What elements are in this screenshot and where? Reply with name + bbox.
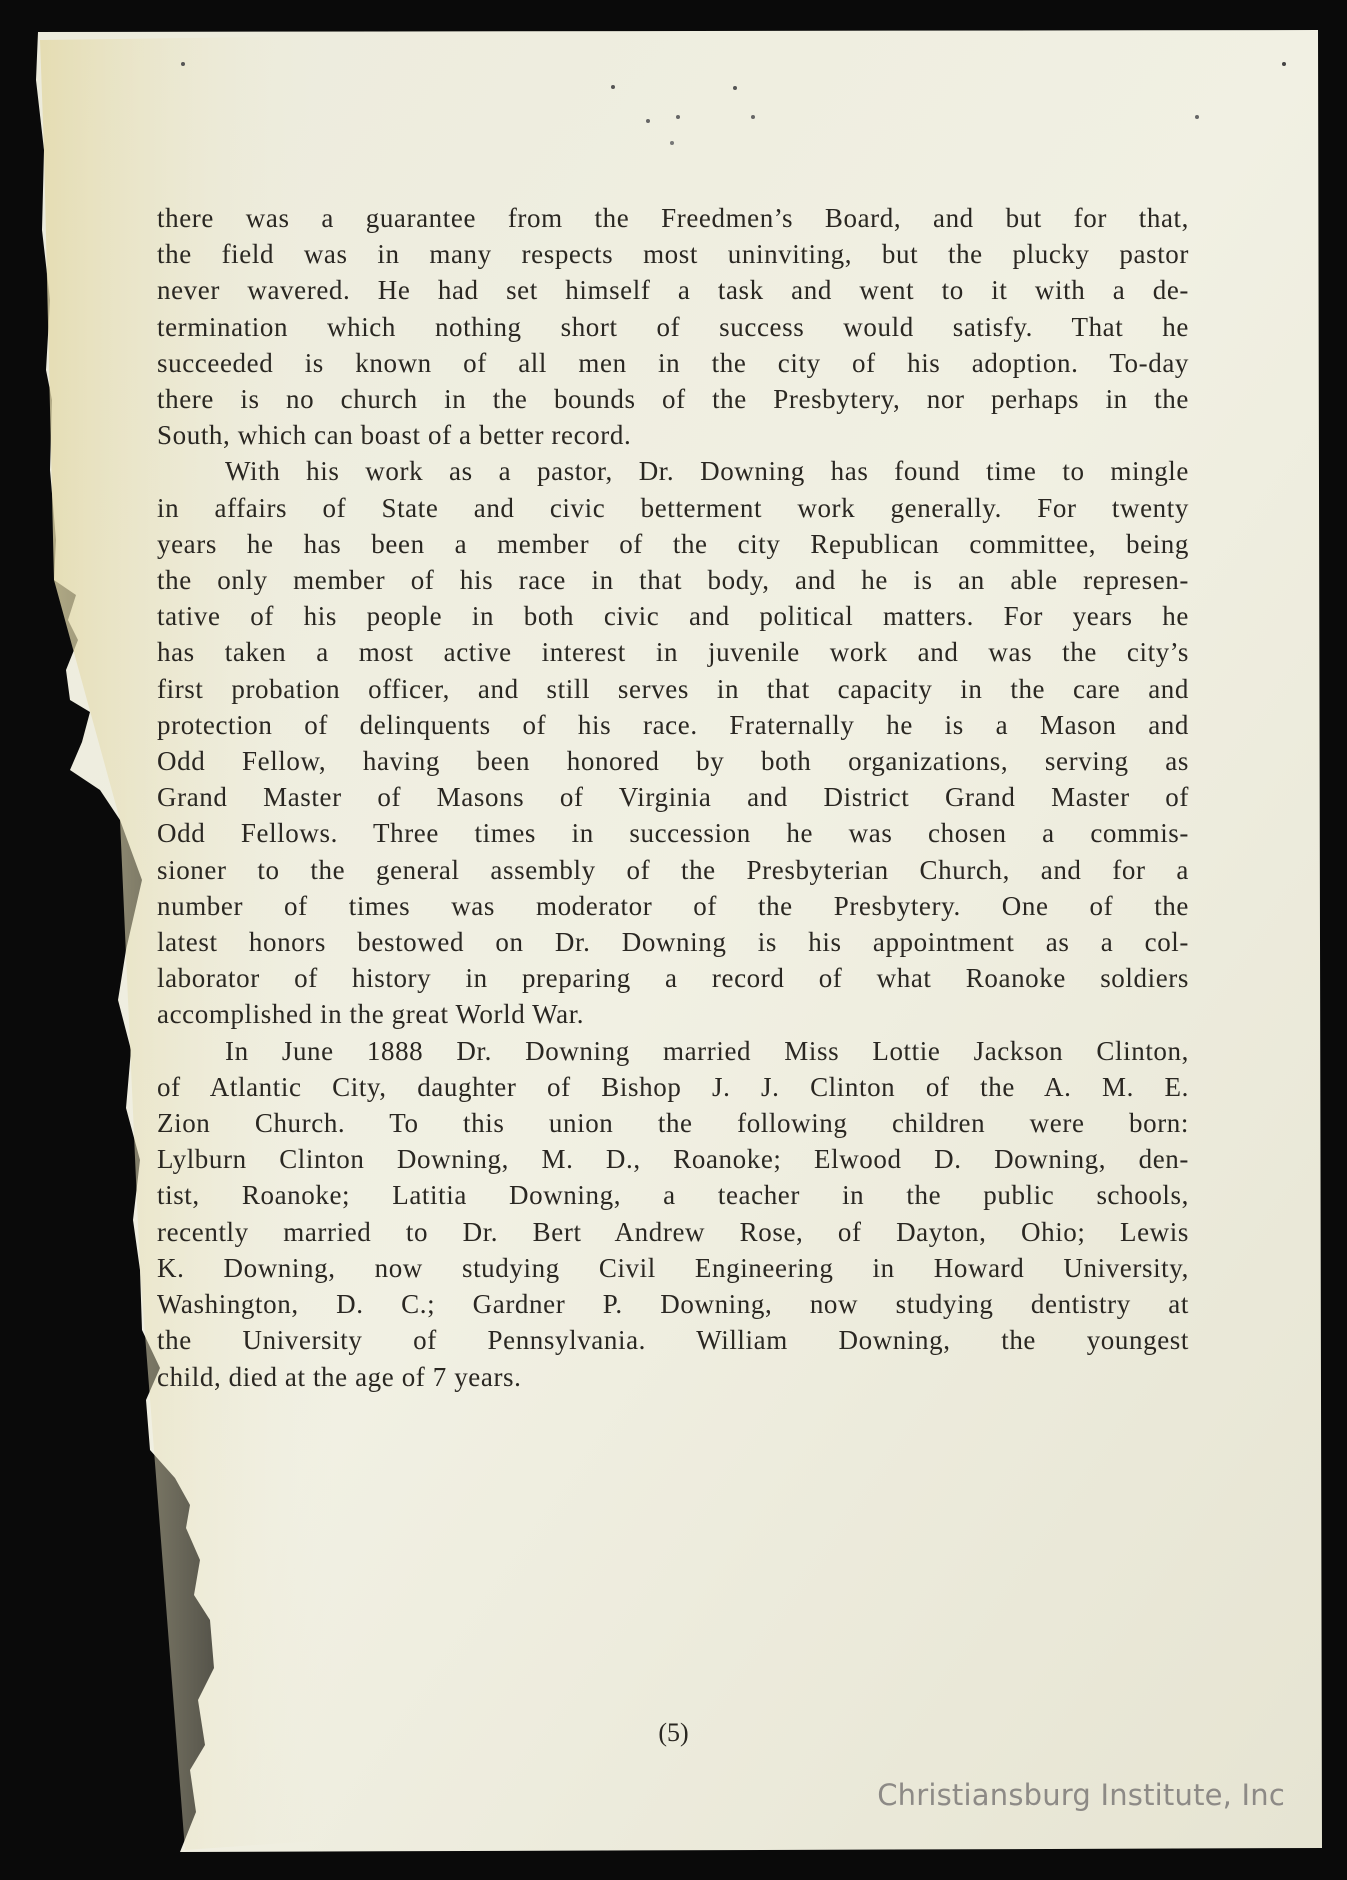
text-line: Washington, D. C.; Gardner P. Downing, now studying dentistry at: [157, 1289, 1189, 1320]
text-line: accomplished in the great World War.: [157, 999, 585, 1030]
text-line: Odd Fellows. Three times in succession he was chosen a commis-: [157, 818, 1189, 849]
document-body: [157, 200, 1189, 1395]
text-line: laborator of history in preparing a record of what Roanoke soldiers: [157, 963, 1189, 994]
text-line: tative of his people in both civic and political matters. For years he: [157, 601, 1189, 632]
text-line: South, which can boast of a better record.: [157, 420, 632, 451]
paragraph-1: [157, 200, 1189, 453]
text-line: In June 1888 Dr. Downing married Miss Lottie Jackson Clinton,: [225, 1035, 1189, 1066]
text-line: Zion Church. To this union the following children were born:: [157, 1108, 1189, 1139]
text-line: first probation officer, and still serves in that capacity in the care and: [157, 673, 1189, 704]
text-line: recently married to Dr. Bert Andrew Rose, of Dayton, Ohio; Lewis: [157, 1216, 1189, 1247]
paragraph-3: [157, 1033, 1189, 1395]
text-line: has taken a most active interest in juvenile work and was the city’s: [157, 637, 1189, 668]
text-line: protection of delinquents of his race. Fraternally he is a Mason and: [157, 709, 1189, 740]
text-line: in affairs of State and civic betterment work generally. For twenty: [157, 492, 1189, 523]
text-line: the University of Pennsylvania. William Downing, the youngest: [157, 1325, 1189, 1356]
text-line: latest honors bestowed on Dr. Downing is his appointment as a col-: [157, 927, 1189, 958]
text-line: Odd Fellow, having been honored by both organizations, serving as: [157, 746, 1189, 777]
text-line: Lylburn Clinton Downing, M. D., Roanoke; Elwood D. Downing, den-: [157, 1144, 1189, 1175]
text-line: there is no church in the bounds of the Presbytery, nor perhaps in the: [157, 384, 1189, 415]
text-line: years he has been a member of the city Republican committee, being: [157, 528, 1189, 559]
text-line: K. Downing, now studying Civil Engineering in Howard University,: [157, 1252, 1189, 1283]
text-line: With his work as a pastor, Dr. Downing has found time to mingle: [225, 456, 1189, 487]
watermark-text: Christiansburg Institute, Inc: [877, 1778, 1285, 1812]
text-line: never wavered. He had set himself a task and went to it with a de-: [157, 275, 1189, 306]
text-line: tist, Roanoke; Latitia Downing, a teacher in the public schools,: [157, 1180, 1189, 1211]
paragraph-2: [157, 453, 1189, 1032]
text-line: Grand Master of Masons of Virginia and District Grand Master of: [157, 782, 1189, 813]
text-line: there was a guarantee from the Freedmen’s Board, and but for that,: [157, 203, 1189, 233]
text-line: termination which nothing short of success would satisfy. That he: [157, 311, 1189, 342]
text-line: child, died at the age of 7 years.: [157, 1361, 522, 1392]
page-number: (5): [658, 1718, 689, 1747]
text-line: number of times was moderator of the Presbytery. One of the: [157, 890, 1189, 921]
text-line: the field was in many respects most uninviting, but the plucky pastor: [157, 239, 1189, 270]
text-line: the only member of his race in that body, and he is an able represen-: [157, 565, 1189, 596]
text-line: sioner to the general assembly of the Presbyterian Church, and for a: [157, 854, 1189, 885]
text-line: succeeded is known of all men in the city of his adoption. To-day: [157, 347, 1189, 378]
text-line: of Atlantic City, daughter of Bishop J. J. Clinton of the A. M. E.: [157, 1071, 1189, 1102]
